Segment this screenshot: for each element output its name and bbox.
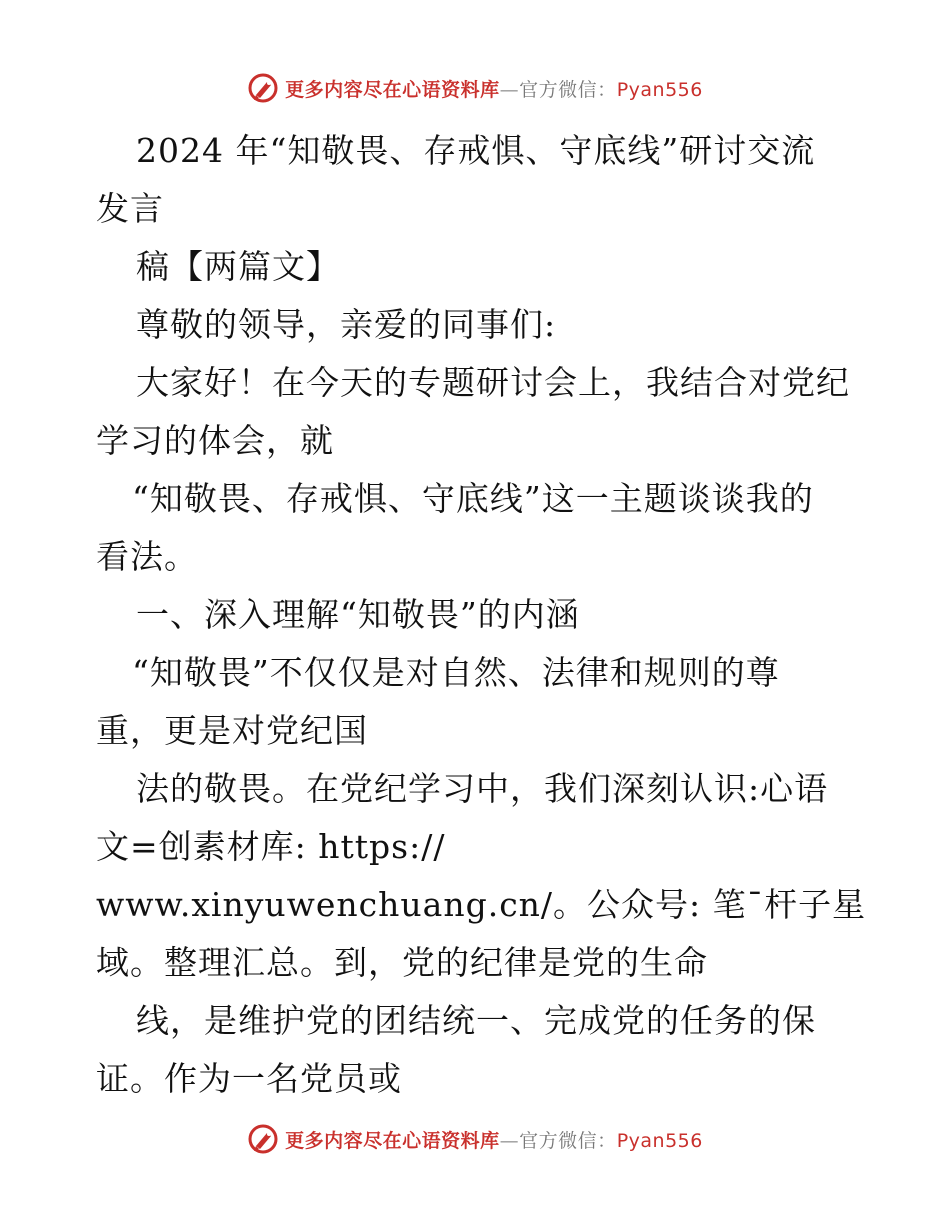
watermark-footer [0, 1121, 950, 1157]
watermark-dash: — [499, 1129, 520, 1152]
watermark-header [0, 70, 950, 106]
watermark-header-inner [247, 72, 703, 104]
section-heading: 一、深入理解“知敬畏”的内涵 [136, 595, 580, 634]
watermark-wechat-id: Pyan556 [616, 1129, 703, 1152]
document-body [96, 122, 866, 1108]
paragraph-line: 学习的体会，就 [96, 421, 334, 460]
watermark-text [285, 75, 703, 102]
paragraph-line: 线，是维护党的团结统一、完成党的任务的保 [136, 1001, 816, 1040]
title-line-2: 发言 [96, 189, 164, 228]
paragraph-line: 域。整理汇总。到，党的纪律是党的生命 [96, 943, 708, 982]
title-line-3: 稿【两篇文】 [136, 247, 340, 286]
paragraph-line: 看法。 [96, 537, 198, 576]
watermark-dash: — [499, 78, 520, 101]
watermark-main: 更多内容尽在心语资料库 [285, 78, 500, 101]
watermark-footer-inner [247, 1123, 703, 1155]
watermark-main: 更多内容尽在心语资料库 [285, 1129, 500, 1152]
title-line-1: 2024 年“知敬畏、存戒惧、守底线”研讨交流 [136, 131, 816, 170]
watermark-wechat-id: Pyan556 [616, 78, 703, 101]
watermark-wechat-label: 官方微信： [519, 78, 617, 101]
paragraph-line: “知敬畏”不仅仅是对自然、法律和规则的尊 [132, 653, 780, 692]
watermark-text [285, 1126, 703, 1153]
paragraph-line: 重，更是对党纪国 [96, 711, 368, 750]
paragraph-line: 文=创素材库: https:// [96, 827, 446, 866]
paragraph-line: 证。作为一名党员或 [96, 1059, 402, 1098]
paragraph-line: www.xinyuwenchuang.cn/。公众号: 笔¯杆子星 [96, 885, 867, 924]
salutation: 尊敬的领导，亲爱的同事们: [136, 305, 557, 344]
watermark-wechat-label: 官方微信： [519, 1129, 617, 1152]
pen-logo-icon [247, 1123, 279, 1155]
paragraph-line: “知敬畏、存戒惧、守底线”这一主题谈谈我的 [132, 479, 814, 518]
paragraph-line: 法的敬畏。在党纪学习中，我们深刻认识:心语 [136, 769, 829, 808]
pen-logo-icon [247, 72, 279, 104]
paragraph-line: 大家好！在今天的专题研讨会上，我结合对党纪 [136, 363, 850, 402]
